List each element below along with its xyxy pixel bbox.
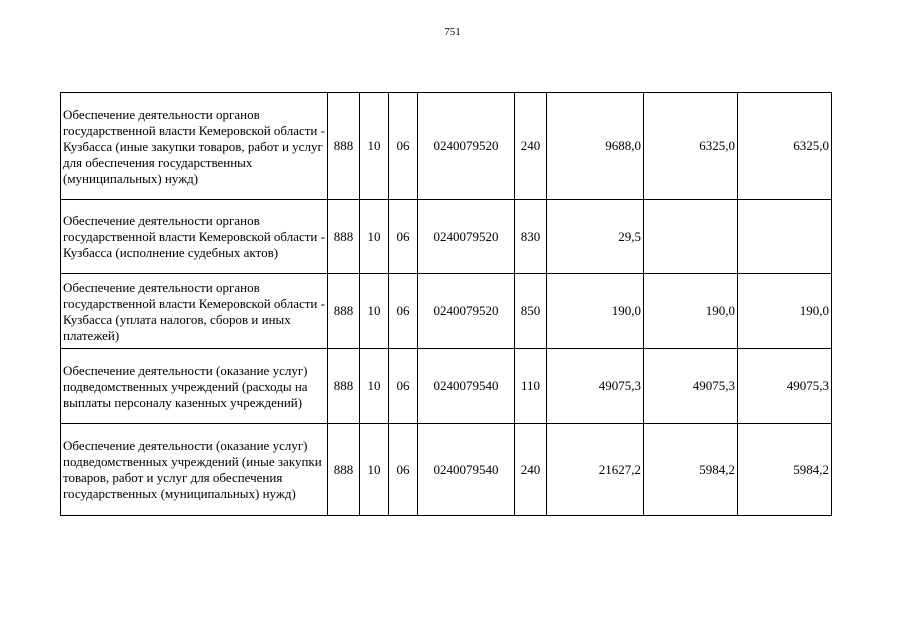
- ministry-code: 888: [328, 93, 360, 200]
- section-code: 10: [360, 349, 389, 424]
- subsection-code: 06: [389, 349, 418, 424]
- subsection-code: 06: [389, 200, 418, 274]
- row-description: Обеспечение деятельности органов государственной власти Кемеровской области - Кузбасса (иные закупки товаров, работ и услуг для обеспечения государственных (муниципальных) нужд): [61, 93, 328, 200]
- section-code: 10: [360, 424, 389, 516]
- table-row: [61, 93, 832, 200]
- sum-2: 49075,3: [644, 349, 738, 424]
- target-article-code: 0240079520: [418, 274, 515, 349]
- section-code: 10: [360, 200, 389, 274]
- sum-1: 9688,0: [547, 93, 644, 200]
- expense-type-code: 850: [515, 274, 547, 349]
- table-row: [61, 424, 832, 516]
- ministry-code: 888: [328, 274, 360, 349]
- expense-type-code: 110: [515, 349, 547, 424]
- section-code: 10: [360, 274, 389, 349]
- ministry-code: 888: [328, 200, 360, 274]
- sum-3: 5984,2: [738, 424, 832, 516]
- subsection-code: 06: [389, 93, 418, 200]
- sum-3: [738, 200, 832, 274]
- sum-1: 29,5: [547, 200, 644, 274]
- sum-3: 190,0: [738, 274, 832, 349]
- sum-1: 190,0: [547, 274, 644, 349]
- sum-2: 190,0: [644, 274, 738, 349]
- expense-type-code: 830: [515, 200, 547, 274]
- ministry-code: 888: [328, 424, 360, 516]
- table-row: [61, 274, 832, 349]
- target-article-code: 0240079540: [418, 424, 515, 516]
- row-description: Обеспечение деятельности органов государственной власти Кемеровской области - Кузбасса (уплата налогов, сборов и иных платежей): [61, 274, 328, 349]
- sum-1: 21627,2: [547, 424, 644, 516]
- row-description: Обеспечение деятельности органов государственной власти Кемеровской области - Кузбасса (исполнение судебных актов): [61, 200, 328, 274]
- sum-2: 6325,0: [644, 93, 738, 200]
- sum-2: 5984,2: [644, 424, 738, 516]
- expense-type-code: 240: [515, 424, 547, 516]
- page-number: 751: [444, 26, 461, 38]
- expense-type-code: 240: [515, 93, 547, 200]
- target-article-code: 0240079520: [418, 200, 515, 274]
- table-row: [61, 349, 832, 424]
- sum-2: [644, 200, 738, 274]
- row-description: Обеспечение деятельности (оказание услуг) подведомственных учреждений (иные закупки товаров, работ и услуг для обеспечения государственных (муниципальных) нужд): [61, 424, 328, 516]
- table-row: [61, 200, 832, 274]
- subsection-code: 06: [389, 274, 418, 349]
- row-description: Обеспечение деятельности (оказание услуг) подведомственных учреждений (расходы на выплаты персоналу казенных учреждений): [61, 349, 328, 424]
- target-article-code: 0240079540: [418, 349, 515, 424]
- budget-table: [60, 92, 832, 516]
- sum-3: 6325,0: [738, 93, 832, 200]
- ministry-code: 888: [328, 349, 360, 424]
- section-code: 10: [360, 93, 389, 200]
- sum-3: 49075,3: [738, 349, 832, 424]
- target-article-code: 0240079520: [418, 93, 515, 200]
- subsection-code: 06: [389, 424, 418, 516]
- sum-1: 49075,3: [547, 349, 644, 424]
